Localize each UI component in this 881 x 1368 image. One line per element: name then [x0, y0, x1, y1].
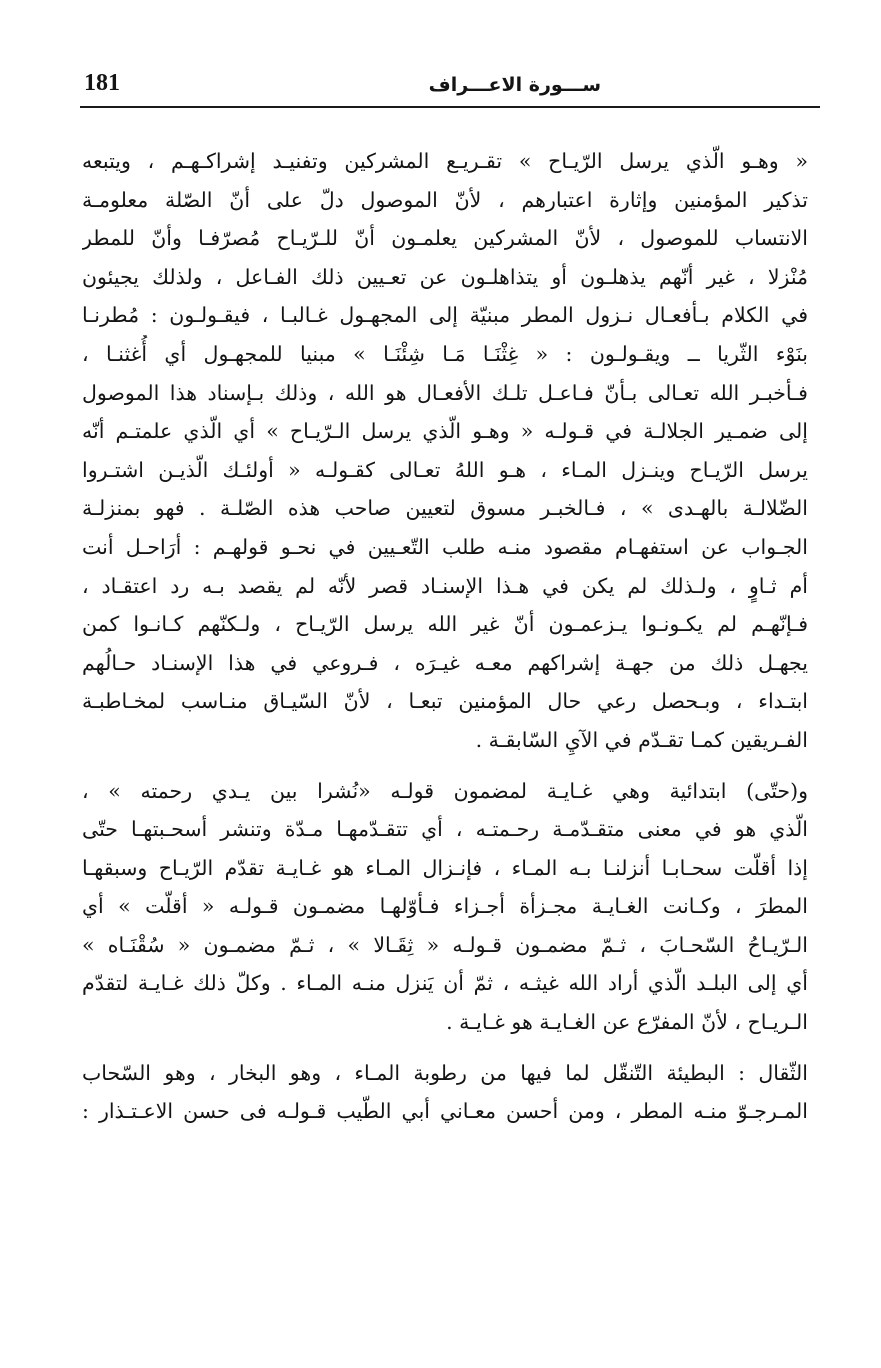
- paragraph-gap: [82, 1042, 808, 1054]
- page-number: 181: [84, 70, 120, 96]
- paragraph-3: [82, 1054, 808, 1131]
- text-line: الانتساب للموصول ، لأنّ المشركين يعلمـون أنّ للـرّيـاح مُصرّفـا وأنّ للمطر: [82, 226, 808, 251]
- text-line: الثّقال : البطيئة التّنقّل لما فيها من رطوبة المـاء ، وهو البخار ، وهو السّحاب: [82, 1060, 808, 1085]
- running-title: ســـورة الاعـــراف: [428, 74, 601, 96]
- body-text: [82, 142, 808, 1131]
- paragraph-2: [82, 772, 808, 1042]
- text-line: إذا أقلّت سحـابـا أنزلنـا بـه المـاء ، فإنـزال المـاء هو غـايـة تقدّم الرّيـاح وسبقهـا: [82, 855, 808, 880]
- text-line: الـريـاح ، لأنّ المفرّع عن الغـايـة هو غـايـة .: [446, 1010, 808, 1035]
- text-line: يجهـل ذلك من جهـة إشراكهم معـه غيـرَه ، فـروعي في هذا الإسنـاد حـالُهم: [82, 650, 808, 675]
- text-line: « وهـو الّذي يرسل الرّيـاح » تقـريـع المشركين وتفنيـد إشراكـهـم ، ويتبعه: [82, 149, 808, 173]
- text-line: بنَوْء الثّريا ــ ويقـولـون : « غِثْنَـا مَـا شِئْنَـا » مبنيا للمجهـول أي أُغثنـا ،: [82, 341, 808, 366]
- text-line: يرسل الرّيـاح وينـزل المـاء ، هـو اللهُ تعـالى كقـولـه « أولئـك الّذيـن اشتـروا: [82, 457, 808, 482]
- text-line: المـرجـوّ منـه المطر ، ومن أحسن معـاني أبي الطّيب قـولـه فى حسن الاعـتـذار :: [82, 1099, 808, 1124]
- text-line: فـأخبـر الله تعـالى بـأنّ فـاعـل تلـك الأفعـال هو الله ، وذلك بـإسناد هذا الموصول: [82, 380, 808, 405]
- text-line: أي إلى البلـد الّذي أراد الله غيثـه ، ثمّ أن يَنزل منـه المـاء . وكلّ ذلك غـايـة لتقدّم: [82, 971, 808, 996]
- text-line: تذكير المؤمنين وإثارة اعتبارهم ، لأنّ الموصول دلّ على أنّ الصّلة معلومـة: [82, 187, 808, 212]
- text-line: ابتـداء ، وبـحصل رعي حال المؤمنين تبعـا ، لأنّ السّيـاق منـاسب لمخـاطبـة: [82, 689, 808, 714]
- paragraph-1: [82, 142, 808, 760]
- header-rule: [80, 106, 820, 108]
- text-line: في الكلام بـأفعـال نـزول المطر مبنيّة إلى المجهـول غـالبـا ، فيقـولـون : مُطرنـا: [82, 303, 808, 328]
- paragraph-gap: [82, 760, 808, 772]
- text-line: الضّلالـة بالهـدى » ، فـالخبـر مسوق لتعيين صاحب هذه الصّلـة . فهو بمنزلـة: [82, 496, 808, 521]
- text-line: الفـريقين كمـا تقـدّم في الآيِ السّابقـة .: [475, 727, 808, 752]
- text-line: أم ثـاوٍ ، ولـذلك لم يكن في هـذا الإسنـاد قصر لأنّه لم يقصد بـه رد اعتقـاد ،: [82, 573, 808, 598]
- text-line: فـإنّهـم لم يكـونـوا يـزعمـون أنّ غير الله يرسل الرّيـاح ، ولـكنّهم كـانـوا كمن: [82, 612, 808, 637]
- text-line: الّذي هو في معنى متقـدّمـة رحـمتـه ، أي تتقـدّمهـا مـدّة وتنشر أسحـبتهـا حتّى: [82, 817, 808, 842]
- text-line: المطرَ ، وكـانت الغـايـة مجـزأة أجـزاء فـأوّلهـا مضمـون قـولـه « أقلّت » أي: [82, 894, 808, 919]
- text-line: مُنْزلا ، غير أنّهم يذهلـون أو يتذاهلـون عن تعـيين ذلك الفـاعل ، ولذلك يجيئون: [82, 264, 808, 289]
- text-line: إلى ضمـير الجلالـة في قـولـه « وهـو الّذي يرسل الـرّيـاح » أي الّذي علمتـم أنّه: [82, 419, 808, 444]
- text-line: الـرّيـاحُ السّحـابَ ، ثـمّ مضمـون قـولـه « ثِقَـالا » ، ثـمّ مضمـون « سُقْنَـاه »: [82, 932, 808, 957]
- text-line: و(حتّى) ابتدائية وهي غـايـة لمضمون قولـه «نُشرا بين يـدي رحمته » ،: [82, 778, 808, 803]
- text-line: الجـواب عن استفهـام مقصود منـه طلب التّعـيين في نحـو قولهـم : أرَاحـل أنت: [82, 534, 808, 559]
